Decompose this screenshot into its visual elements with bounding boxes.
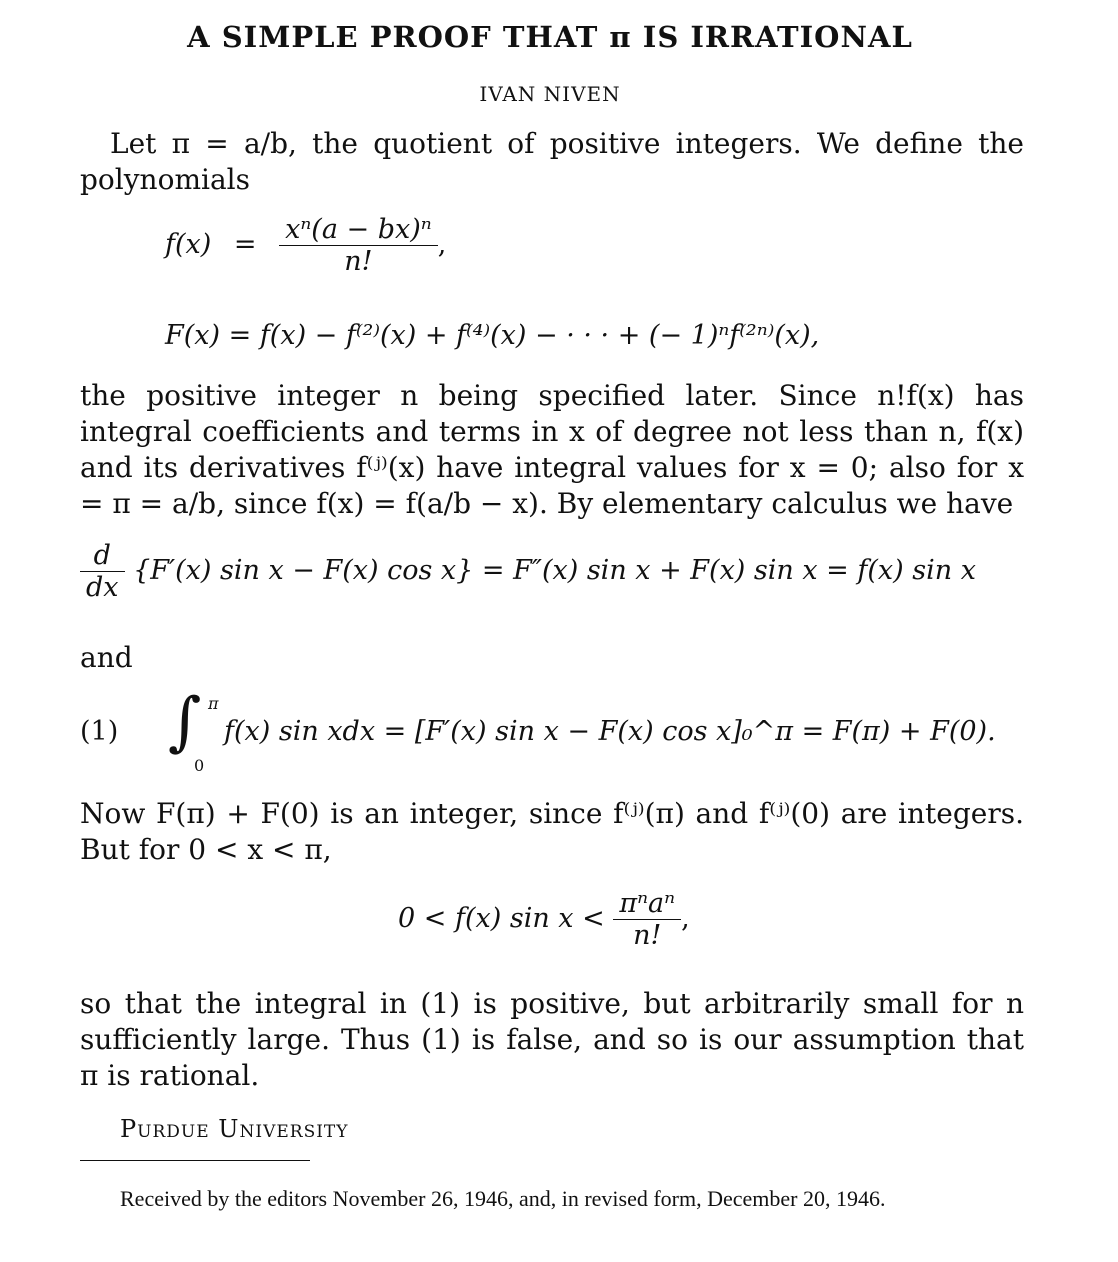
derivative-operator	[80, 540, 125, 603]
equation-inequality: 0 < f(x) sin x < $\frac{\text{πⁿaⁿ}}{n!}$ ,	[398, 888, 690, 951]
paragraph-integer: Now F(π) + F(0) is an integer, since f⁽ʲ⁾(π) and f⁽ʲ⁾(0) are integers. But for 0 < x < π,	[80, 797, 1024, 866]
integral-sign-icon: ∫	[168, 685, 202, 759]
equation-label-1: (1)	[80, 716, 119, 747]
paragraph-derivatives: the positive integer n being specified later. Since n!f(x) has integral coefficients and terms in x of degree not less than n, f(x) and its derivatives f⁽ʲ⁾(x) have integral values for x = 0; also for x = π = a/b, since f(x) = f(a/b − x). By elementary calculus we have	[80, 379, 1024, 520]
integral-lower-limit: 0	[194, 756, 205, 775]
paragraph-conclusion: so that the integral in (1) is positive, but arbitrarily small for n sufficiently large. Thus (1) is false, and so is our assumption that π is rational.	[80, 987, 1024, 1092]
equation-f-lhs: f(x)	[165, 229, 212, 260]
equation-f-denominator: n!	[279, 245, 438, 277]
paper-author: IVAN NIVEN	[479, 82, 621, 106]
equation-F-definition: F(x) = f(x) − f⁽²⁾(x) + f⁽⁴⁾(x) − · · · + (− 1)ⁿf⁽²ⁿ⁾(x),	[165, 320, 820, 351]
inequality-denominator: n!	[613, 919, 681, 951]
inequality-numerator: πⁿaⁿ	[619, 888, 676, 919]
inequality-left: 0 < f(x) sin x <	[398, 903, 605, 934]
paragraph-intro: Let π = a/b, the quotient of positive integers. We define the polynomials	[80, 127, 1024, 196]
equation-f-fraction	[279, 214, 438, 277]
inequality-fraction	[613, 888, 681, 951]
footnote-received: Received by the editors November 26, 1946, and, in revised form, December 20, 1946.	[120, 1186, 886, 1211]
integral-upper-limit: π	[208, 694, 219, 713]
paragraph-and: and	[80, 641, 133, 674]
derivative-body: {F′(x) sin x − F(x) cos x} = F″(x) sin x + F(x) sin x = f(x) sin x	[133, 555, 976, 586]
equation-f-definition: f(x) = $\frac{\text{xⁿ(a − bx)ⁿ}}{n!}$ ,	[165, 214, 447, 277]
paper-title: A SIMPLE PROOF THAT π IS IRRATIONAL	[187, 20, 913, 54]
equation-integral-body: f(x) sin xdx = [F′(x) sin x − F(x) cos x]₀^π = F(π) + F(0).	[224, 716, 996, 747]
equation-derivative-identity	[80, 540, 976, 603]
derivative-denominator: dx	[80, 571, 125, 603]
footnote-divider	[80, 1160, 310, 1161]
derivative-numerator: d	[93, 540, 111, 571]
author-affiliation: Purdue University	[120, 1115, 349, 1143]
equation-f-numerator: xⁿ(a − bx)ⁿ	[285, 214, 432, 245]
